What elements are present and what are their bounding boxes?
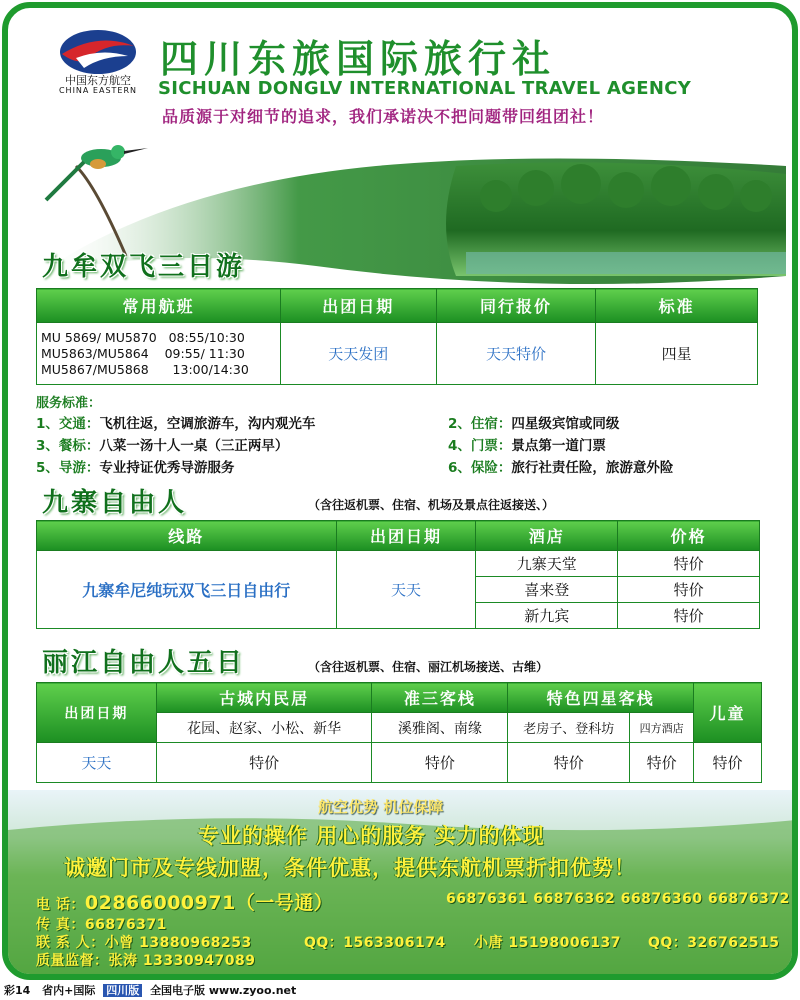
contact-person2: 小唐 15198006137: [474, 935, 622, 951]
tour3-header-date: 出团日期: [37, 683, 157, 743]
fax-label: 传 真：: [36, 917, 85, 933]
tour3-table: [36, 682, 762, 783]
tour2-header-price: 价格: [618, 521, 760, 551]
china-eastern-logo: [58, 28, 138, 76]
tour2-header-date: 出团日期: [336, 521, 476, 551]
promo-line2: 诚邀门市及专线加盟，条件优惠，提供东航机票折扣优势！: [64, 856, 636, 880]
service-key: 2、住宿：: [448, 416, 512, 432]
tour1-header-flights: 常用航班: [37, 289, 281, 323]
footer-section: 省内+国际: [42, 984, 96, 997]
phone-main: 02866000971（一号通）: [84, 892, 334, 914]
agency-title-en: SICHUAN DONGLV INTERNATIONAL TRAVEL AGENCY: [158, 78, 692, 99]
tour2-header-route: 线路: [37, 521, 337, 551]
contact-qq2: QQ：326762515: [648, 935, 780, 951]
tour3-header-child: 儿童: [694, 683, 762, 743]
agency-slogan: 品质源于对细节的追求，我们承诺决不把问题带回组团社！: [162, 107, 605, 126]
contact-qq1: QQ：1563306174: [304, 935, 446, 951]
tour2-note: （含往返机票、住宿、机场及景点往返接送、）: [308, 498, 555, 512]
flight-row: MU5867/MU5868 13:00/14:30: [41, 361, 249, 377]
tour1-price: 天天特价: [436, 323, 596, 385]
footer-site[interactable]: 全国电子版 www.zyoo.net: [150, 984, 297, 997]
tour3-sub-minsu: 花园、赵家、小松、新华: [156, 713, 372, 743]
phone-others: 66876361 66876362 66876360 66876372: [446, 891, 790, 907]
page-footer: [0, 982, 800, 1000]
agency-title-cn: 四川东旅国际旅行社: [160, 37, 557, 81]
phone-label: 电 话：: [36, 897, 85, 913]
service-item: [448, 434, 606, 454]
fax-number: 66876371: [84, 917, 167, 933]
service-item: [36, 434, 288, 454]
tour2-hotel: 喜来登: [476, 577, 618, 603]
tour1-table: [36, 288, 758, 385]
tour2-hotel-price: 特价: [618, 551, 760, 577]
poster-frame: [2, 2, 798, 980]
tour2-hotel-price: 特价: [618, 577, 760, 603]
services-title: 服务标准：: [36, 396, 102, 411]
tour3-sub-sifang: 四方酒店: [630, 713, 694, 743]
service-item: [36, 412, 315, 432]
service-item: [448, 456, 673, 476]
contact-person1: 小曾 13880968253: [104, 935, 252, 951]
tour1-standard: 四星: [596, 323, 758, 385]
airline-name-cn: 中国东方航空: [65, 74, 131, 87]
service-item: [36, 456, 234, 476]
tour3-price: 特价: [372, 743, 508, 783]
service-key: 1、交通：: [36, 416, 100, 432]
tour3-price: 特价: [694, 743, 762, 783]
tour2-hotel: 新九宾: [476, 603, 618, 629]
service-value: 飞机往返，空调旅游车，沟内观光车: [99, 416, 316, 432]
promo-line1: 专业的操作 用心的服务 实力的体现: [198, 824, 545, 848]
service-value: 八菜一汤十人一桌（三正两早）: [99, 438, 289, 454]
tour3-note: （含往返机票、住宿、丽江机场接送、古维）: [308, 660, 549, 674]
tour3-header-minsu: 古城内民居: [156, 683, 372, 713]
tour3-sub-inn: 溪雅阁、南缘: [372, 713, 508, 743]
tour1-title: 九牟双飞三日游: [42, 252, 246, 282]
service-key: 5、导游：: [36, 460, 100, 476]
contact-label: 联 系 人：: [36, 935, 105, 951]
tour1-departure: 天天发团: [280, 323, 436, 385]
contact-phone-row: [36, 888, 333, 915]
tour2-hotel-price: 特价: [618, 603, 760, 629]
footer-page: 彩14: [4, 984, 31, 997]
tour2-table: [36, 520, 760, 629]
service-value: 专业持证优秀导游服务: [99, 460, 235, 476]
tour3-price: 特价: [508, 743, 630, 783]
tour3-header-boutique: 特色四星客栈: [508, 683, 694, 713]
tour1-header-standard: 标准: [596, 289, 758, 323]
flight-row: MU 5869/ MU5870 08:55/10:30: [41, 329, 245, 345]
service-key: 3、餐标：: [36, 438, 100, 454]
service-key: 4、门票：: [448, 438, 512, 454]
tour3-header-inn: 准三客栈: [372, 683, 508, 713]
tour2-departure: 天天: [336, 551, 476, 629]
service-value: 四星级宾馆或同级: [511, 416, 620, 432]
footer-edition: 四川版: [103, 984, 142, 997]
contact-supervisor-row: [36, 950, 256, 970]
tour3-sub-boutique: 老房子、登科坊: [508, 713, 630, 743]
tour3-price: 特价: [156, 743, 372, 783]
tour3-departure: 天天: [37, 743, 157, 783]
flight-row: MU5863/MU5864 09:55/ 11:30: [41, 345, 245, 361]
service-key: 6、保险：: [448, 460, 512, 476]
supervisor-label: 质量监督：: [36, 953, 109, 969]
service-value: 旅行社责任险，旅游意外险: [511, 460, 674, 476]
tour3-price: 特价: [630, 743, 694, 783]
tour2-route: 九寨牟尼纯玩双飞三日自由行: [37, 551, 337, 629]
airline-name-en: CHINA EASTERN: [58, 86, 138, 95]
promo-advantage: 航空优势 机位保障: [318, 798, 444, 816]
tour3-title: 丽江自由人五日: [42, 648, 246, 678]
contact-fax-row: [36, 914, 167, 934]
tour2-title: 九寨自由人: [42, 488, 188, 518]
tour1-header-date: 出团日期: [280, 289, 436, 323]
service-item: [448, 412, 619, 432]
tour2-header-hotel: 酒店: [476, 521, 618, 551]
tour1-flights-cell: [37, 323, 281, 385]
tour1-header-price: 同行报价: [436, 289, 596, 323]
tour2-hotel: 九寨天堂: [476, 551, 618, 577]
service-value: 景点第一道门票: [511, 438, 606, 454]
supervisor: 张涛 13330947089: [108, 953, 256, 969]
contact-person-row: [36, 932, 252, 952]
